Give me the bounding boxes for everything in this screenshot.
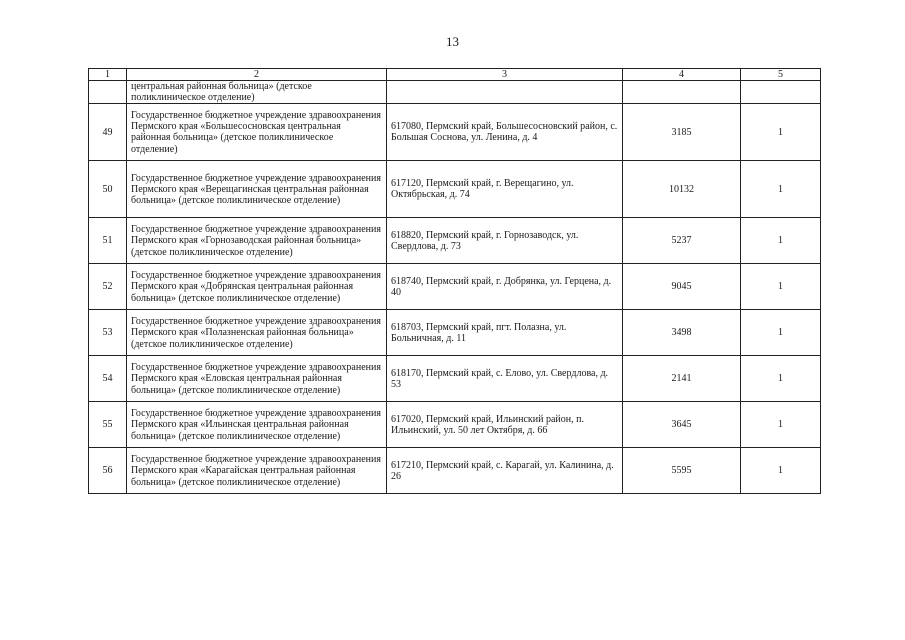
population-count: 2141 (623, 356, 741, 402)
row-number (89, 81, 127, 104)
population-count: 9045 (623, 264, 741, 310)
table-row (89, 402, 821, 448)
table-row (89, 104, 821, 161)
table-row (89, 356, 821, 402)
unit-count: 1 (741, 104, 821, 161)
table-row (89, 161, 821, 218)
table-row (89, 310, 821, 356)
table-row (89, 448, 821, 494)
table-row (89, 264, 821, 310)
facility-name: Государственное бюджетное учреждение здравоохранения Пермского края «Карагайская центральная районная больница» (детское поликлиническое отделение) (127, 448, 387, 494)
column-header: 3 (387, 69, 623, 81)
row-number: 50 (89, 161, 127, 218)
population-count (623, 81, 741, 104)
facility-name: Государственное бюджетное учреждение здравоохранения Пермского края «Полазненская районная больница» (детское поликлиническое отделение) (127, 310, 387, 356)
unit-count: 1 (741, 402, 821, 448)
unit-count (741, 81, 821, 104)
facility-address: 617020, Пермский край, Ильинский район, п. Ильинский, ул. 50 лет Октября, д. 66 (387, 402, 623, 448)
row-number: 56 (89, 448, 127, 494)
facility-name: Государственное бюджетное учреждение здравоохранения Пермского края «Большесосновская центральная районная больница» (детское поликлиническое отделение) (127, 104, 387, 161)
facility-name: Государственное бюджетное учреждение здравоохранения Пермского края «Горнозаводская районная больница» (детское поликлиническое отделение) (127, 218, 387, 264)
page-number: 13 (446, 34, 459, 49)
unit-count: 1 (741, 310, 821, 356)
facility-name: Государственное бюджетное учреждение здравоохранения Пермского края «Еловская центральная районная больница» (детское поликлиническое отделение) (127, 356, 387, 402)
column-header: 2 (127, 69, 387, 81)
facility-address: 618740, Пермский край, г. Добрянка, ул. Герцена, д. 40 (387, 264, 623, 310)
population-count: 5237 (623, 218, 741, 264)
row-number: 53 (89, 310, 127, 356)
table-row-continuation (89, 81, 821, 104)
facility-name: Государственное бюджетное учреждение здравоохранения Пермского края «Верещагинская центральная районная больница» (детское поликлиническое отделение) (127, 161, 387, 218)
unit-count: 1 (741, 161, 821, 218)
row-number: 52 (89, 264, 127, 310)
facility-address: 618703, Пермский край, пгт. Полазна, ул. Больничная, д. 11 (387, 310, 623, 356)
row-number: 51 (89, 218, 127, 264)
facility-address: 618820, Пермский край, г. Горнозаводск, ул. Свердлова, д. 73 (387, 218, 623, 264)
facility-address (387, 81, 623, 104)
population-count: 3645 (623, 402, 741, 448)
population-count: 3185 (623, 104, 741, 161)
column-header: 5 (741, 69, 821, 81)
facility-address: 618170, Пермский край, с. Елово, ул. Свердлова, д. 53 (387, 356, 623, 402)
facility-address: 617120, Пермский край, г. Верещагино, ул. Октябрьская, д. 74 (387, 161, 623, 218)
facility-address: 617210, Пермский край, с. Карагай, ул. Калинина, д. 26 (387, 448, 623, 494)
facility-name: центральная районная больница» (детское поликлиническое отделение) (127, 81, 387, 104)
facility-address: 617080, Пермский край, Большесосновский район, с. Большая Соснова, ул. Ленина, д. 4 (387, 104, 623, 161)
row-number: 49 (89, 104, 127, 161)
column-header: 4 (623, 69, 741, 81)
row-number: 55 (89, 402, 127, 448)
population-count: 3498 (623, 310, 741, 356)
column-header: 1 (89, 69, 127, 81)
facility-name: Государственное бюджетное учреждение здравоохранения Пермского края «Добрянская центральная районная больница» (детское поликлиническое отделение) (127, 264, 387, 310)
unit-count: 1 (741, 448, 821, 494)
unit-count: 1 (741, 218, 821, 264)
facility-name: Государственное бюджетное учреждение здравоохранения Пермского края «Ильинская центральная районная больница» (детское поликлиническое отделение) (127, 402, 387, 448)
unit-count: 1 (741, 356, 821, 402)
table-row (89, 218, 821, 264)
header-row (89, 69, 821, 81)
unit-count: 1 (741, 264, 821, 310)
facilities-table (88, 68, 821, 494)
row-number: 54 (89, 356, 127, 402)
population-count: 5595 (623, 448, 741, 494)
population-count: 10132 (623, 161, 741, 218)
